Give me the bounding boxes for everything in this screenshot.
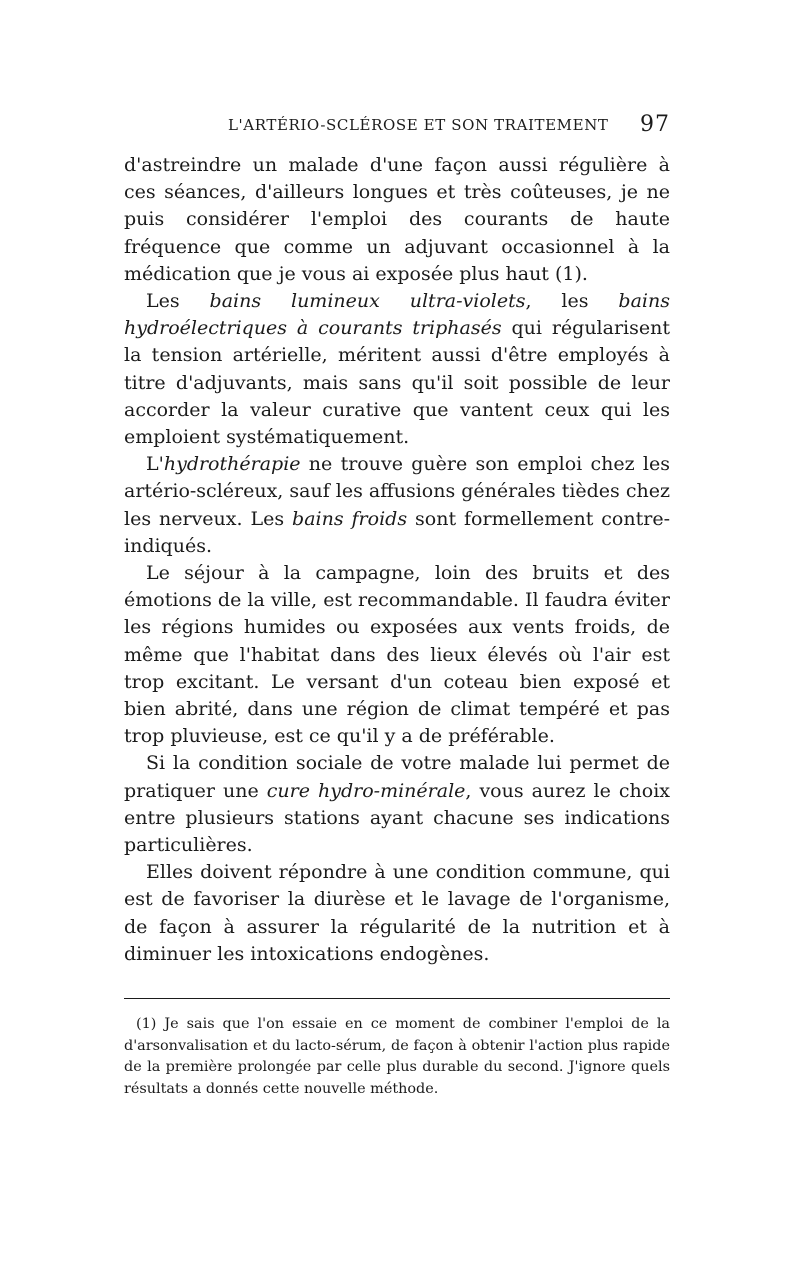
text-segment: L': [146, 453, 164, 476]
paragraph: [124, 152, 670, 288]
text-segment: d'astreindre un malade d'une façon aussi régulière à ces séances, d'ailleurs longues et très coûteuses, je ne puis considérer l'emploi des courants de haute fréquence que comme un adjuvant occasionnel à la médication que je vous ai exposée plus haut (1).: [124, 154, 670, 285]
paragraph: [124, 750, 670, 859]
italic-term: bains hydroélectriques à courants triphasés: [124, 290, 670, 340]
paragraph: [124, 451, 670, 560]
footnote-rule: [124, 998, 670, 999]
italic-term: hydrothérapie: [163, 453, 301, 476]
text-segment: ne trouve guère son emploi chez les artério-scléreux, sauf les affusions générales tièdes chez les nerveux. Les: [124, 453, 670, 530]
text-segment: qui régularisent la tension artérielle, méritent aussi d'être employés à titre d'adjuvants, mais sans qu'il soit possible de leur accorder la valeur curative que vantent ceux qui les emploient systématiquement.: [124, 317, 670, 449]
footnote: (1) Je sais que l'on essaie en ce moment de combiner l'emploi de la d'arsonvalisation et du lacto-sérum, de façon à obtenir l'action plus rapide de la première prolongée par celle plus durable du second. J'ignore quels résultats a donnés cette nouvelle méthode.: [124, 1016, 670, 1097]
running-title: L'ARTÉRIO-SCLÉROSE ET SON TRAITEMENT: [228, 116, 609, 134]
text-segment: Le séjour à la campagne, loin des bruits et des émotions de la ville, est recommandable. Il faudra éviter les régions humides ou exposées aux vents froids, de même que l'habitat dans des lieux élevés où l'air est trop excitant. Le versant d'un coteau bien exposé et bien abrité, dans une région de climat tempéré et pas trop pluvieuse, est ce qu'il y a de préférable.: [124, 562, 670, 748]
italic-term: cure hydro-minérale: [266, 779, 466, 802]
book-page: [124, 112, 670, 1114]
text-segment: Elles doivent répondre à une condition commune, qui est de favoriser la diurèse et le lavage de l'organisme, de façon à assurer la régularité de la nutrition et à diminuer les intoxications endogènes.: [124, 861, 670, 965]
paragraph: [124, 288, 670, 451]
paragraph: [124, 859, 670, 968]
page-number: 97: [640, 112, 670, 137]
italic-term: bains froids: [292, 507, 408, 530]
paragraph: [124, 560, 670, 750]
text-segment: , vous aurez le choix entre plusieurs stations ayant chacune ses indications particulières.: [124, 779, 670, 857]
running-head: [124, 112, 670, 146]
body-text: [124, 152, 670, 968]
text-segment: Les: [146, 290, 210, 313]
text-segment: sont formellement contre-indiqués.: [124, 507, 670, 557]
italic-term: bains lumineux ultra-violets: [209, 290, 526, 313]
text-segment: Si la condition sociale de votre malade lui permet de pratiquer une: [124, 752, 670, 802]
text-segment: , les: [525, 290, 619, 313]
